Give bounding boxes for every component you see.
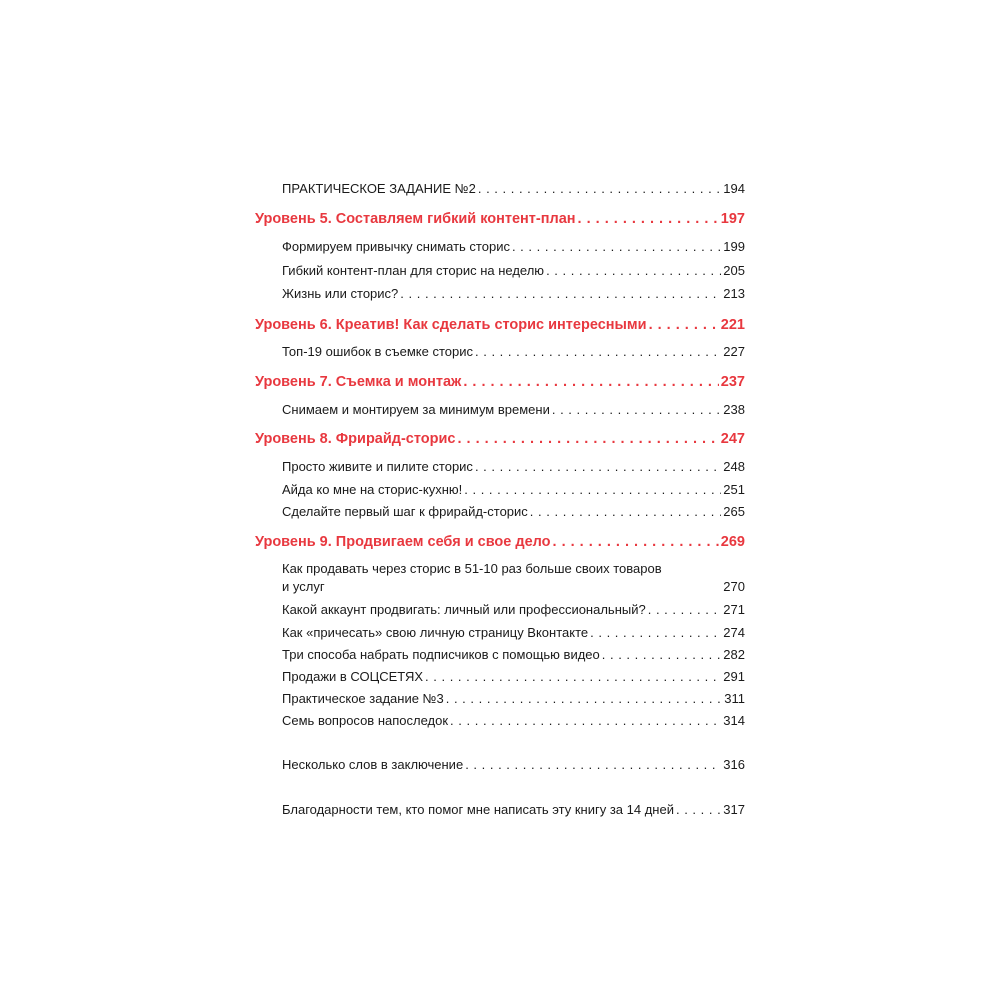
toc-entry-page: 227 [723,344,745,359]
toc-entry-page: 213 [723,286,745,301]
toc-entry [282,262,745,280]
dot-leader [478,180,721,198]
toc-entry-title-line2: и услуг [282,578,325,594]
toc-entry [282,343,745,361]
dot-leader [446,690,723,708]
toc-chapter [255,533,745,553]
toc-entry-page: 199 [723,239,745,254]
toc-entry-page: 274 [723,625,745,640]
dot-leader [475,343,721,361]
toc-chapter-page: 237 [720,374,745,390]
dot-leader [553,533,719,553]
toc-entry [282,503,745,521]
toc-entry [282,801,745,819]
dot-leader [450,712,721,730]
toc-entry [282,668,745,686]
toc-entry [282,401,745,419]
toc-entry-title: Формируем привычку снимать сторис [282,239,510,254]
toc-entry [282,285,745,303]
toc-entry [282,624,745,642]
toc-entry-page: 265 [723,504,745,519]
toc-entry-title: Три способа набрать подписчиков с помощью видео [282,647,600,662]
toc-entry [282,560,745,595]
toc-entry-page: 271 [723,602,745,617]
toc-entry-title [282,560,702,595]
dot-leader [649,316,719,336]
toc-entry-page: 314 [723,713,745,728]
toc-entry-title: Несколько слов в заключение [282,757,464,772]
toc-chapter-page: 247 [720,431,745,447]
dot-leader [648,601,722,619]
toc-entry-page: 291 [723,669,745,684]
toc-entry-title: Продажи в СОЦСЕТЯХ [282,669,424,684]
toc-entry [282,601,745,619]
dot-leader [475,458,721,476]
dot-leader [530,503,722,521]
toc-chapter [255,210,745,230]
toc-entry-title: Жизнь или сторис? [282,286,399,301]
toc-entry-page: 316 [723,757,745,772]
toc-entry-title: Топ-19 ошибок в съемке сторис [282,344,474,359]
toc-entry-title: ПРАКТИЧЕСКОЕ ЗАДАНИЕ №2 [282,181,476,196]
toc-entry [282,180,745,198]
toc-entry [282,756,745,774]
toc-entry-title: Айда ко мне на сторис-кухню! [282,482,463,497]
dot-leader [512,238,721,256]
toc-entry-title: Сделайте первый шаг к фрирайд-сторис [282,504,528,519]
dot-leader [578,210,719,230]
toc-chapter-title: Уровень 6. Креатив! Как сделать сторис интересными [255,317,647,333]
dot-leader [602,646,722,664]
toc-entry-title: Практическое задание №3 [282,691,444,706]
toc-entry-page: 194 [723,181,745,196]
toc-entry-page: 251 [723,482,745,497]
dot-leader [457,430,718,450]
toc-entry-title: Благодарности тем, кто помог мне написать эту книгу за 14 дней [282,802,674,817]
toc-chapter-title: Уровень 9. Продвигаем себя и свое дело [255,534,551,550]
toc-entry [282,238,745,256]
toc-chapter-page: 221 [720,317,745,333]
toc-entry [282,690,745,708]
dot-leader [465,756,721,774]
toc-chapter-title: Уровень 8. Фрирайд-сторис [255,431,456,447]
toc-entry-page: 238 [723,402,745,417]
toc-entry-title: Гибкий контент-план для сторис на неделю [282,263,545,278]
toc-entry-title: Семь вопросов напоследок [282,713,449,728]
toc-chapter-page: 197 [720,211,745,227]
toc-entry-page: 248 [723,459,745,474]
dot-leader [590,624,721,642]
toc-entry [282,646,745,664]
dot-leader [676,801,721,819]
toc-entry-page: 311 [724,691,745,706]
dot-leader [552,401,721,419]
toc-chapter [255,430,745,450]
toc-chapter-title: Уровень 7. Съемка и монтаж [255,374,462,390]
toc-entry-page: 282 [723,647,745,662]
toc-entry-title-line1: Как продавать через сторис в 51-10 раз больше своих товаров [282,561,662,576]
toc-entry [282,458,745,476]
toc-entry-page: 317 [723,802,745,817]
toc-chapter-page: 269 [720,534,745,550]
toc-entry [282,712,745,730]
dot-leader [546,262,721,280]
toc-entry-page: 270 [723,578,745,594]
toc-chapter [255,373,745,393]
toc-entry-title: Как «причесать» свою личную страницу Вконтакте [282,625,589,640]
toc-entry [282,481,745,499]
toc-entry-title: Просто живите и пилите сторис [282,459,473,474]
toc-entry-title: Какой аккаунт продвигать: личный или профессиональный? [282,602,646,617]
toc-chapter [255,316,745,336]
dot-leader [400,285,721,303]
toc-entry-title: Снимаем и монтируем за минимум времени [282,402,550,417]
dot-leader [463,373,718,393]
toc-entry-page: 205 [723,263,745,278]
toc-chapter-title: Уровень 5. Составляем гибкий контент-план [255,211,576,227]
dot-leader [425,668,721,686]
dot-leader [464,481,721,499]
